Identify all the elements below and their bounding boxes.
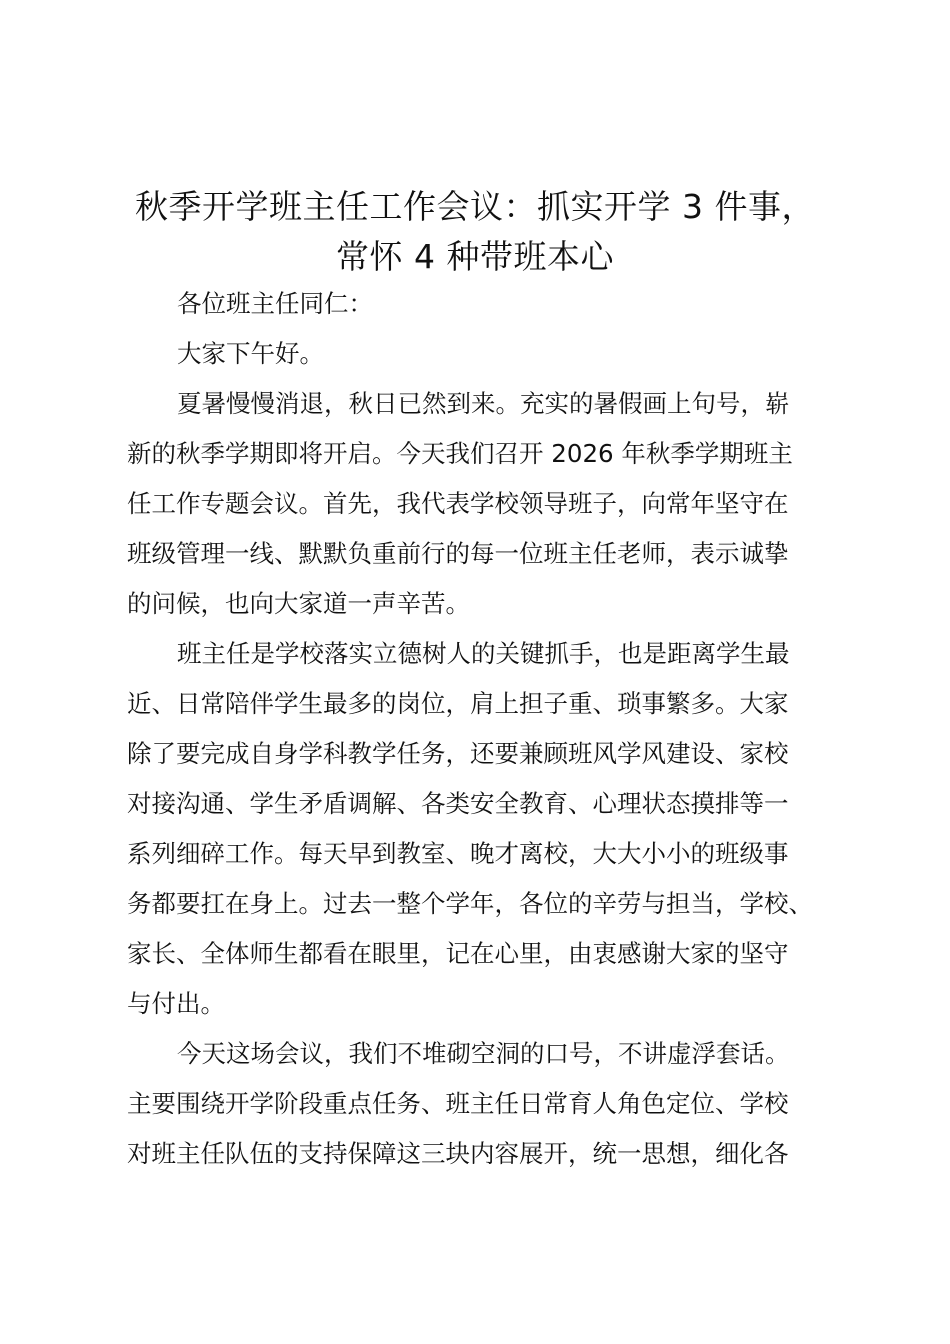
paragraph-line: 家长、全体师生都看在眼里，记在心里，由衷感谢大家的坚守 [127, 939, 789, 968]
paragraph-line: 夏暑慢慢消退，秋日已然到来。充实的暑假画上句号，崭 [177, 389, 790, 418]
greeting: 大家下午好。 [177, 339, 324, 368]
title-line-1: 秋季开学班主任工作会议：抓实开学 3 件事， [135, 187, 815, 226]
paragraph-line: 对接沟通、学生矛盾调解、各类安全教育、心理状态摸排等一 [127, 789, 789, 818]
paragraph-2 [127, 629, 835, 1029]
paragraph-line: 系列细碎工作。每天早到教室、晚才离校，大大小小的班级事 [127, 839, 789, 868]
document-body [127, 279, 835, 1179]
paragraph-3 [127, 1029, 835, 1179]
paragraph-line: 班主任是学校落实立德树人的关键抓手，也是距离学生最 [177, 639, 790, 668]
paragraph-line: 除了要完成自身学科教学任务，还要兼顾班风学风建设、家校 [127, 739, 789, 768]
title-line-2: 常怀 4 种带班本心 [336, 237, 614, 276]
paragraph-line: 新的秋季学期即将开启。今天我们召开 2026 年秋季学期班主 [127, 439, 793, 468]
paragraph-line: 的问候，也向大家道一声辛苦。 [127, 589, 470, 618]
paragraph-line: 主要围绕开学阶段重点任务、班主任日常育人角色定位、学校 [127, 1089, 789, 1118]
paragraph-line: 对班主任队伍的支持保障这三块内容展开，统一思想，细化各 [127, 1139, 789, 1168]
paragraph-line: 务都要扛在身上。过去一整个学年，各位的辛劳与担当，学校、 [127, 889, 813, 918]
paragraph-line: 任工作专题会议。首先，我代表学校领导班子，向常年坚守在 [127, 489, 789, 518]
salutation: 各位班主任同仁： [177, 289, 373, 318]
paragraph-line: 今天这场会议，我们不堆砌空洞的口号，不讲虚浮套话。 [177, 1039, 790, 1068]
paragraph-line: 班级管理一线、默默负重前行的每一位班主任老师，表示诚挚 [127, 539, 789, 568]
document-title [100, 182, 850, 282]
paragraph-line: 近、日常陪伴学生最多的岗位，肩上担子重、琐事繁多。大家 [127, 689, 789, 718]
paragraph-1 [127, 379, 835, 629]
paragraph-line: 与付出。 [127, 989, 225, 1018]
